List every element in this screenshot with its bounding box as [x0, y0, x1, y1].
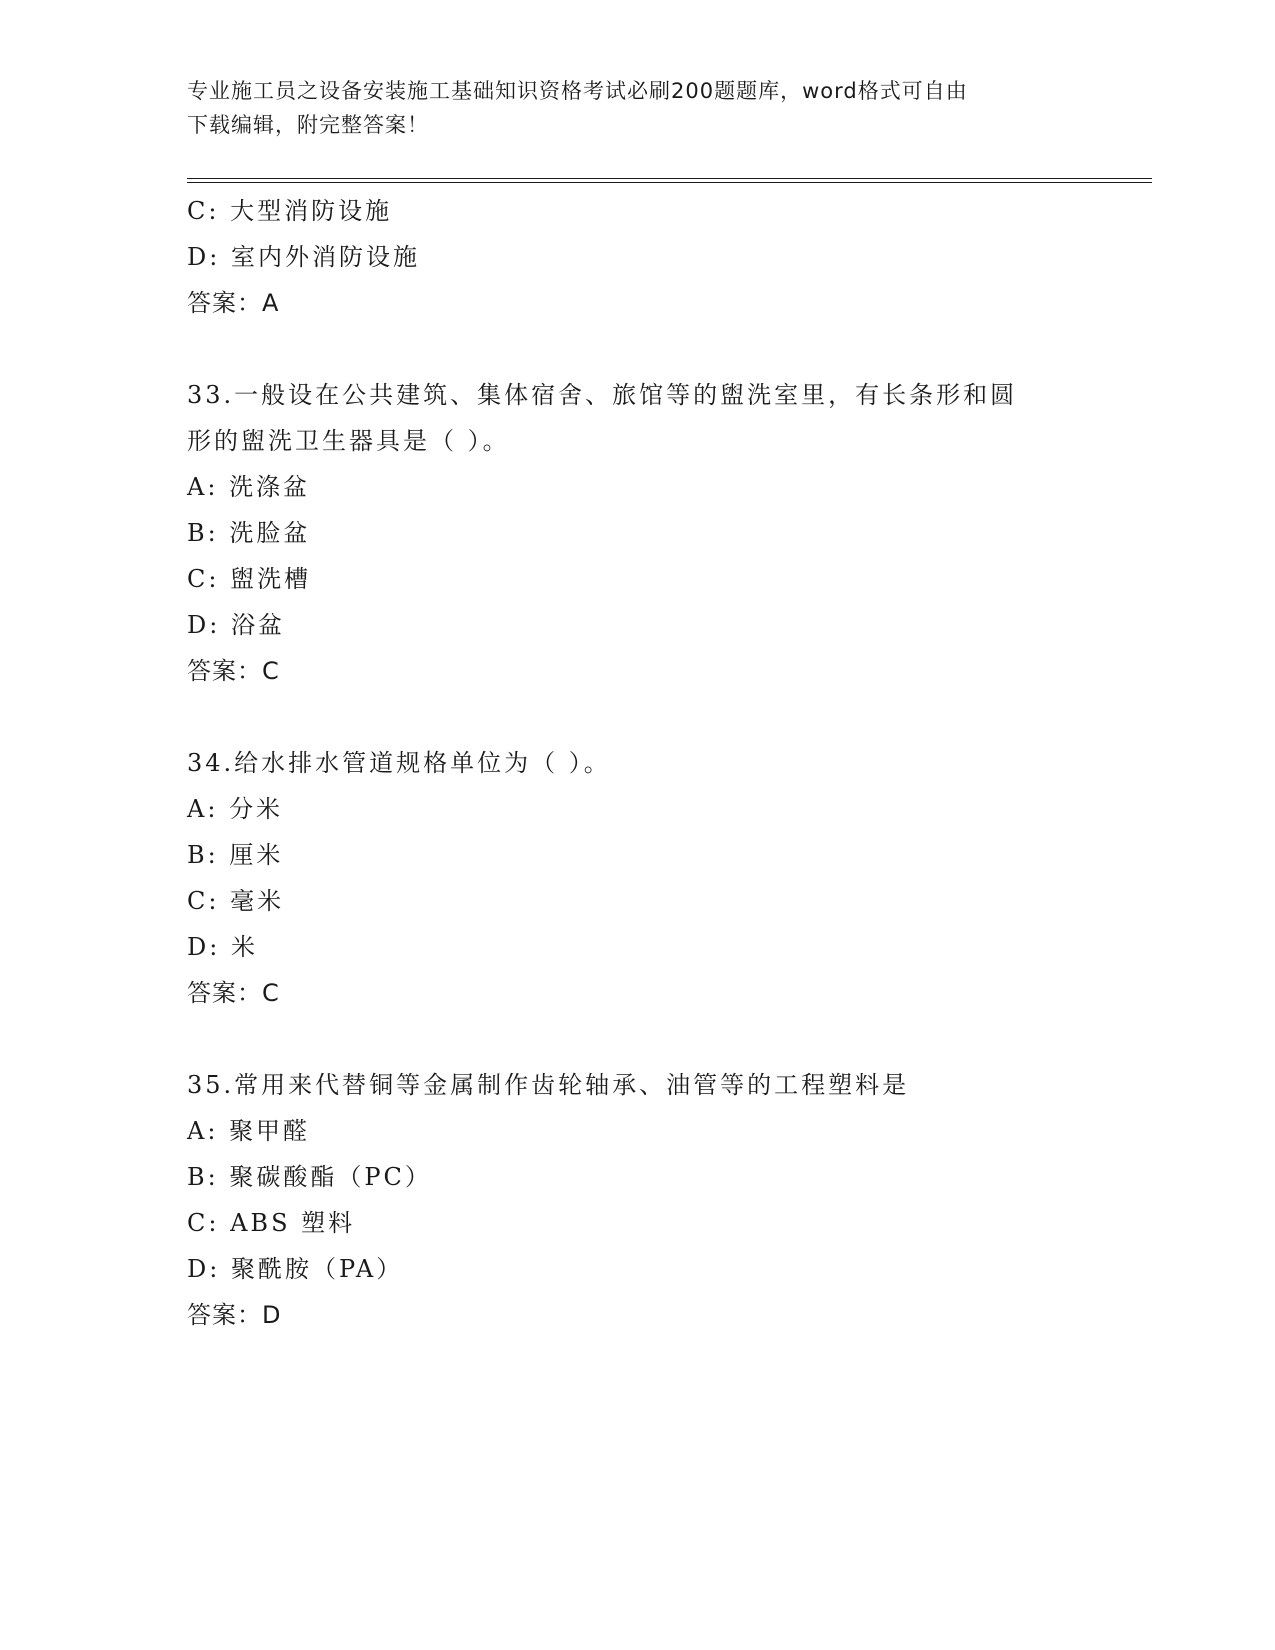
- option-label: C:: [187, 197, 220, 225]
- answer-line: 答案：D: [187, 1301, 282, 1329]
- header-divider-top: [187, 178, 1152, 179]
- option-text: 室内外消防设施: [230, 243, 420, 271]
- option-c: [187, 188, 1087, 234]
- answer-line: 答案：C: [187, 657, 280, 685]
- question-stem-continued: 形的盥洗卫生器具是（ ）。: [187, 427, 510, 455]
- option-d: [187, 924, 1087, 970]
- header-title-line-2: 下载编辑，附完整答案！: [187, 113, 429, 137]
- question-stem: 35.常用来代替铜等金属制作齿轮轴承、油管等的工程塑料是: [187, 1071, 910, 1099]
- option-label: B:: [187, 1163, 219, 1191]
- option-text: 米: [230, 933, 258, 961]
- option-text: ABS 塑料: [230, 1209, 356, 1237]
- document-header: [187, 74, 1067, 142]
- spacer: [187, 694, 1087, 740]
- spacer: [187, 1016, 1087, 1062]
- question-stem: 34.给水排水管道规格单位为（ ）。: [187, 749, 611, 777]
- option-a: [187, 1108, 1087, 1154]
- option-d: [187, 1246, 1087, 1292]
- spacer: [187, 326, 1087, 372]
- option-b: [187, 510, 1087, 556]
- option-text: 洗涤盆: [229, 473, 311, 501]
- question-32-continuation: [187, 188, 1087, 326]
- option-text: 厘米: [229, 841, 284, 869]
- answer-line: 答案：A: [187, 289, 280, 317]
- option-c: [187, 1200, 1087, 1246]
- option-a: [187, 786, 1087, 832]
- header-title-line-1: 专业施工员之设备安装施工基础知识资格考试必刷200题题库，word格式可自由: [187, 79, 968, 103]
- option-b: [187, 1154, 1087, 1200]
- option-label: C:: [187, 1209, 220, 1237]
- option-c: [187, 556, 1087, 602]
- option-text: 洗脸盆: [229, 519, 311, 547]
- question-stem: 33.一般设在公共建筑、集体宿舍、旅馆等的盥洗室里，有长条形和圆: [187, 381, 1018, 409]
- question-35: [187, 1062, 1087, 1338]
- option-d: [187, 234, 1087, 280]
- option-b: [187, 832, 1087, 878]
- option-label: C:: [187, 887, 220, 915]
- option-text: 毫米: [230, 887, 285, 915]
- option-label: D:: [187, 933, 221, 961]
- option-text: 聚甲醛: [229, 1117, 311, 1145]
- option-d: [187, 602, 1087, 648]
- question-34: [187, 740, 1087, 1016]
- answer-line: 答案：C: [187, 979, 280, 1007]
- option-label: A:: [187, 473, 219, 501]
- option-text: 浴盆: [230, 611, 285, 639]
- option-text: 盥洗槽: [230, 565, 312, 593]
- option-label: C:: [187, 565, 220, 593]
- option-text: 聚酰胺（PA）: [230, 1255, 404, 1283]
- option-label: A:: [187, 795, 219, 823]
- option-label: B:: [187, 519, 219, 547]
- document-body: [187, 188, 1087, 1338]
- option-text: 大型消防设施: [230, 197, 393, 225]
- header-divider-bottom: [187, 182, 1152, 183]
- option-label: D:: [187, 243, 221, 271]
- option-label: A:: [187, 1117, 219, 1145]
- option-a: [187, 464, 1087, 510]
- option-text: 分米: [229, 795, 284, 823]
- option-label: D:: [187, 1255, 221, 1283]
- option-text: 聚碳酸酯（PC）: [229, 1163, 432, 1191]
- option-label: B:: [187, 841, 219, 869]
- option-label: D:: [187, 611, 221, 639]
- option-c: [187, 878, 1087, 924]
- question-33: [187, 372, 1087, 694]
